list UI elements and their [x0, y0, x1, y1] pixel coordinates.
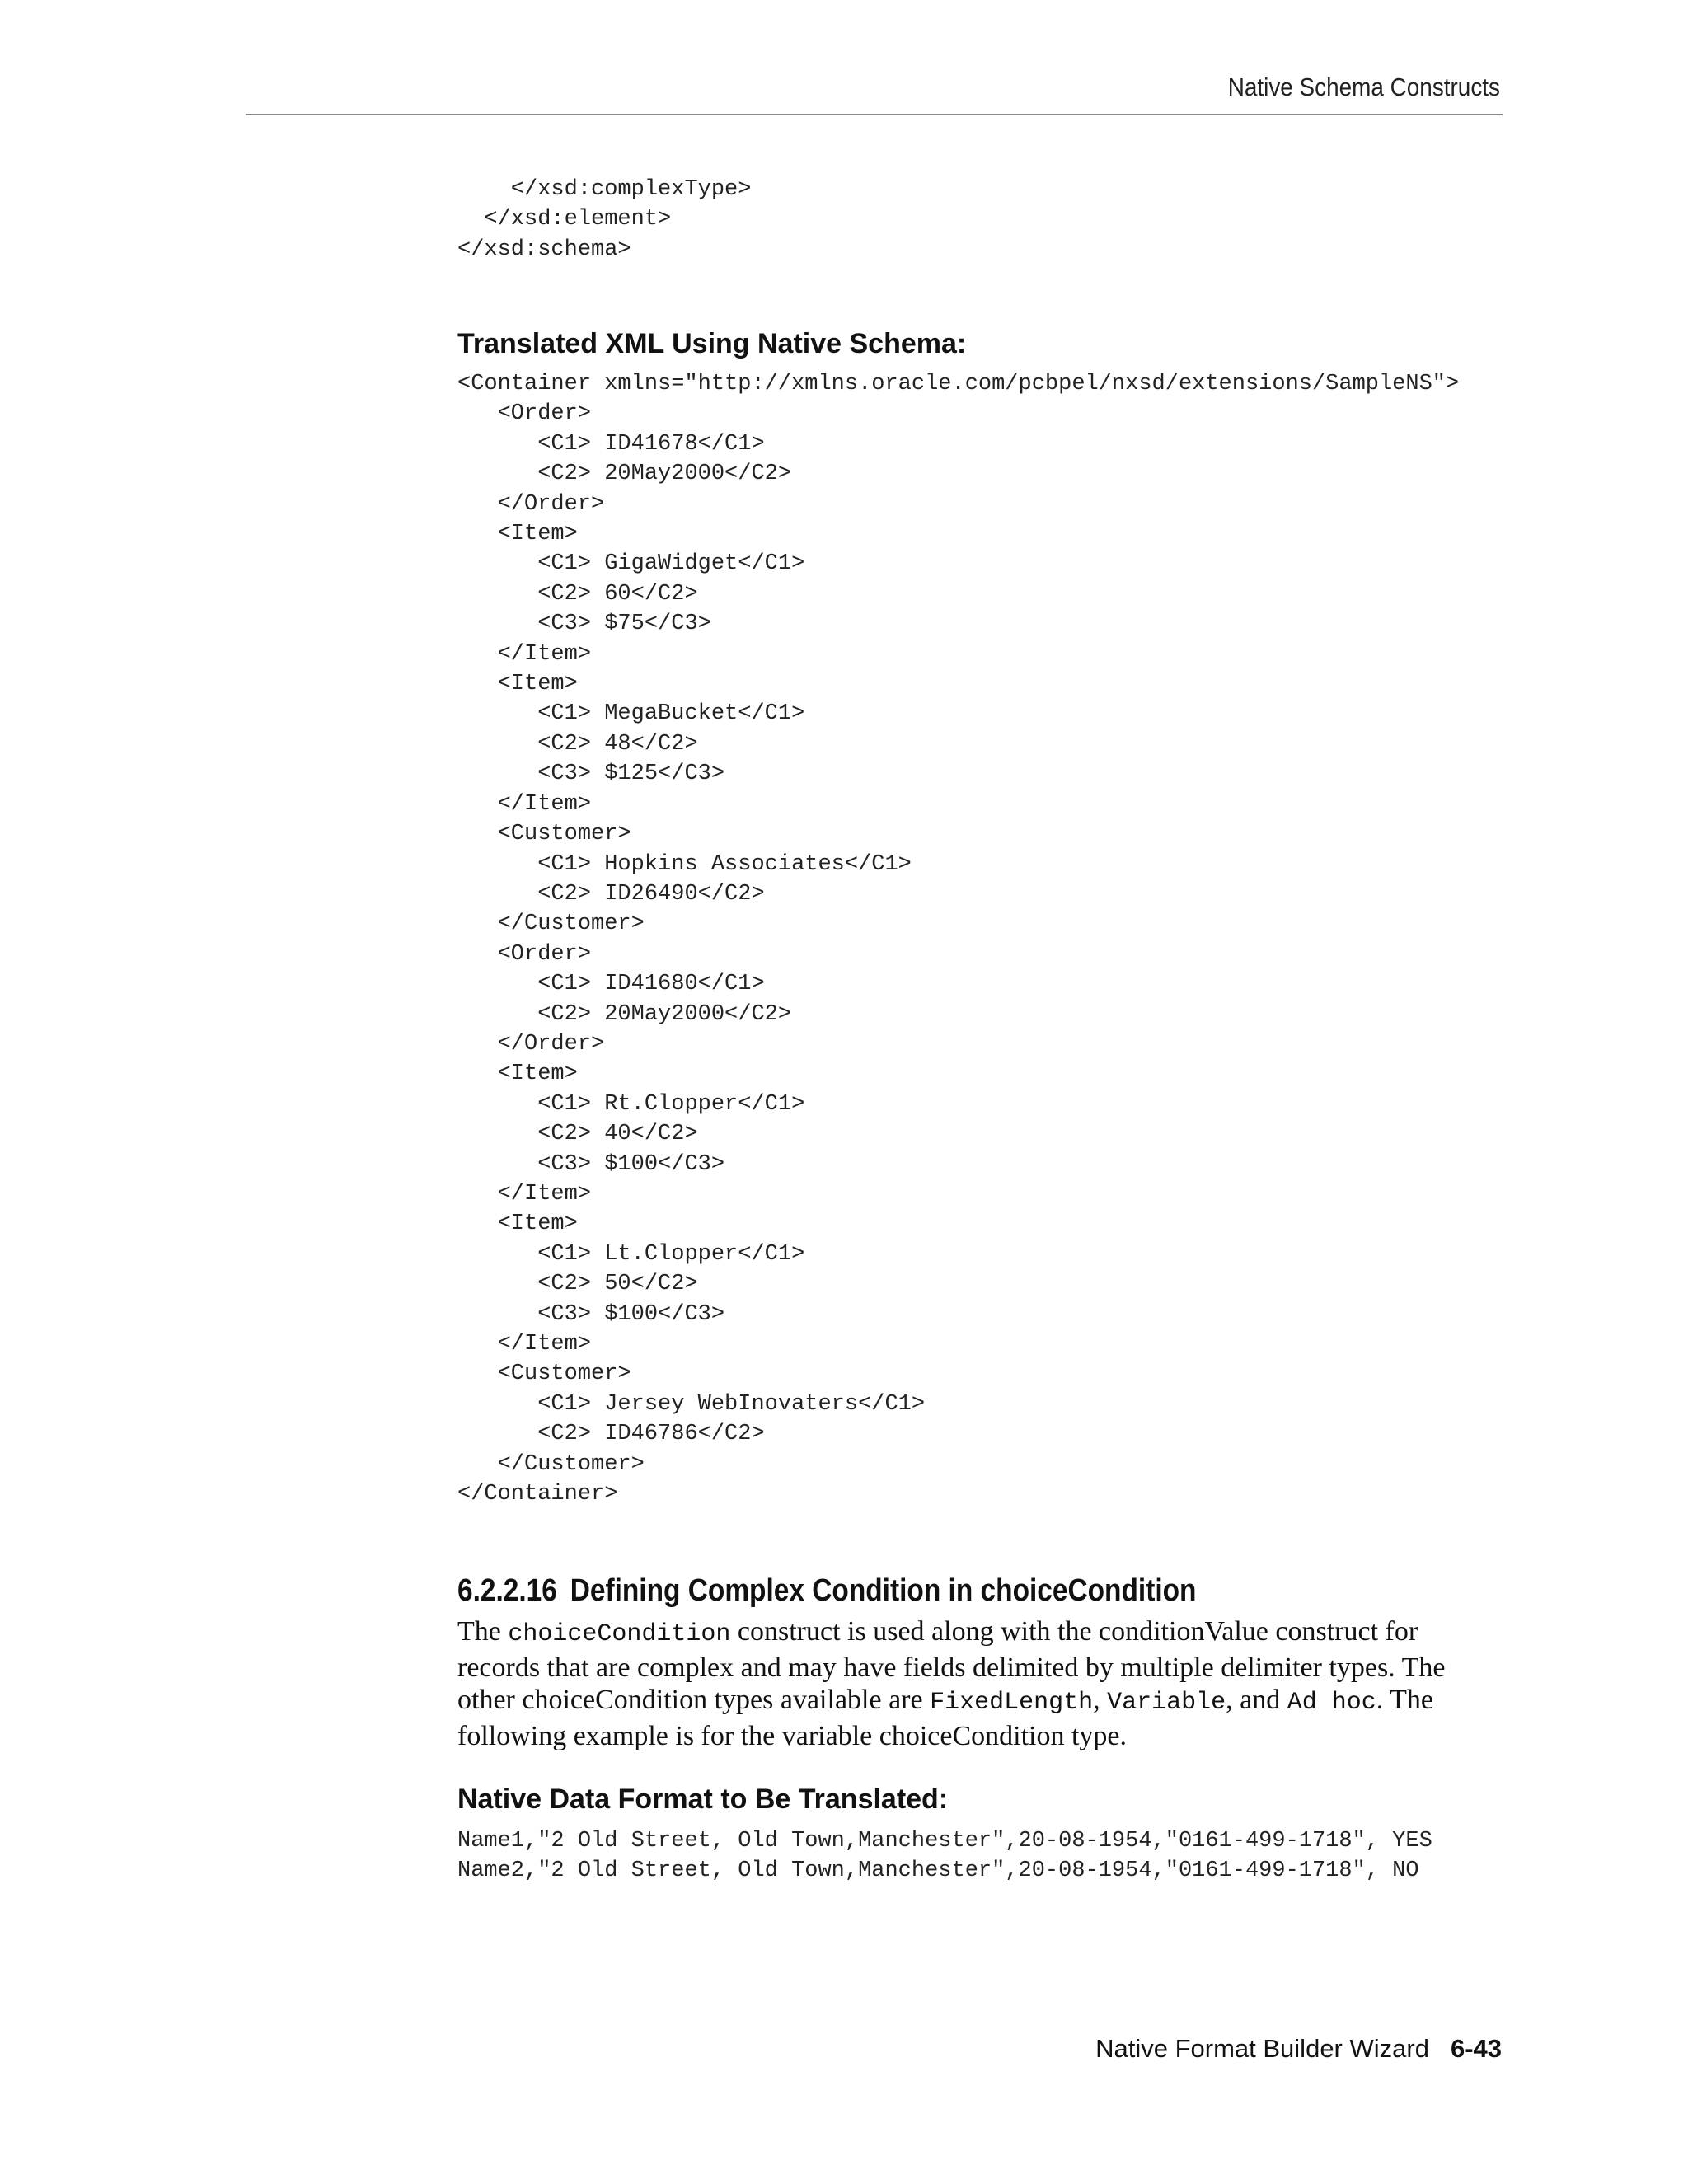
section-title: Defining Complex Condition in choiceCondition: [570, 1573, 1197, 1608]
paragraph-text: , and: [1226, 1685, 1287, 1715]
page-number: 6-43: [1450, 2034, 1502, 2063]
running-header: Native Schema Constructs: [1227, 73, 1500, 101]
body-paragraph: [457, 1615, 1504, 1752]
native-data-heading: Native Data Format to Be Translated:: [457, 1783, 949, 1815]
code-term: FixedLength: [930, 1689, 1094, 1717]
section-heading: [457, 1573, 1196, 1609]
code-term: Ad hoc: [1287, 1689, 1376, 1717]
header-divider: [246, 114, 1503, 115]
paragraph-text: construct is used along with the conditionValue construct for records that are complex and may have fields delimited by multiple delimiter types. The other choiceCondition types available are: [457, 1616, 1446, 1715]
paragraph-text: . The following example is for the variable choiceCondition type.: [457, 1685, 1434, 1751]
code-block-translated-xml: <Container xmlns="http://xmlns.oracle.com/pcbpel/nxsd/extensions/SampleNS"> <Order> <C1> ID41678</C1> <C2> 20May2000</C2> </Order> <Item> <C1> GigaWidget</C1> <C2> 60</C2> <C3> $75</C3> </Item> <Item> <C1> MegaBucket</C1> <C2> 48</C2> <C3> $125</C3> </Item> <Customer> <C1> Hopkins Associates</C1> <C2> ID26490</C2> </Customer> <Order> <C1> ID41680</C1> <C2> 20May2000</C2> </Order> <Item> <C1> Rt.Clopper</C1> <C2> 40</C2> <C3> $100</C3> </Item> <Item> <C1> Lt.Clopper</C1> <C2> 50</C2> <C3> $100</C3> </Item> <Customer> <C1> Jersey WebInovaters</C1> <C2> ID46786</C2> </Customer> </Container>: [457, 372, 1460, 1507]
page-footer: [1095, 2034, 1502, 2064]
code-block-schema-end: </xsd:complexType> </xsd:element> </xsd:schema>: [457, 177, 752, 262]
section-number: 6.2.2.16: [457, 1573, 557, 1608]
footer-title: Native Format Builder Wizard: [1095, 2034, 1429, 2063]
paragraph-text: The: [457, 1616, 509, 1647]
paragraph-text: ,: [1093, 1685, 1108, 1715]
translated-xml-heading: Translated XML Using Native Schema:: [457, 328, 967, 359]
code-term: Variable: [1107, 1689, 1226, 1717]
code-term: choiceCondition: [508, 1620, 731, 1648]
code-block-native-data: Name1,"2 Old Street, Old Town,Manchester",20-08-1954,"0161-499-1718", YES Name2,"2 Old Street, Old Town,Manchester",20-08-1954,"0161-499-1718", NO: [457, 1829, 1432, 1884]
